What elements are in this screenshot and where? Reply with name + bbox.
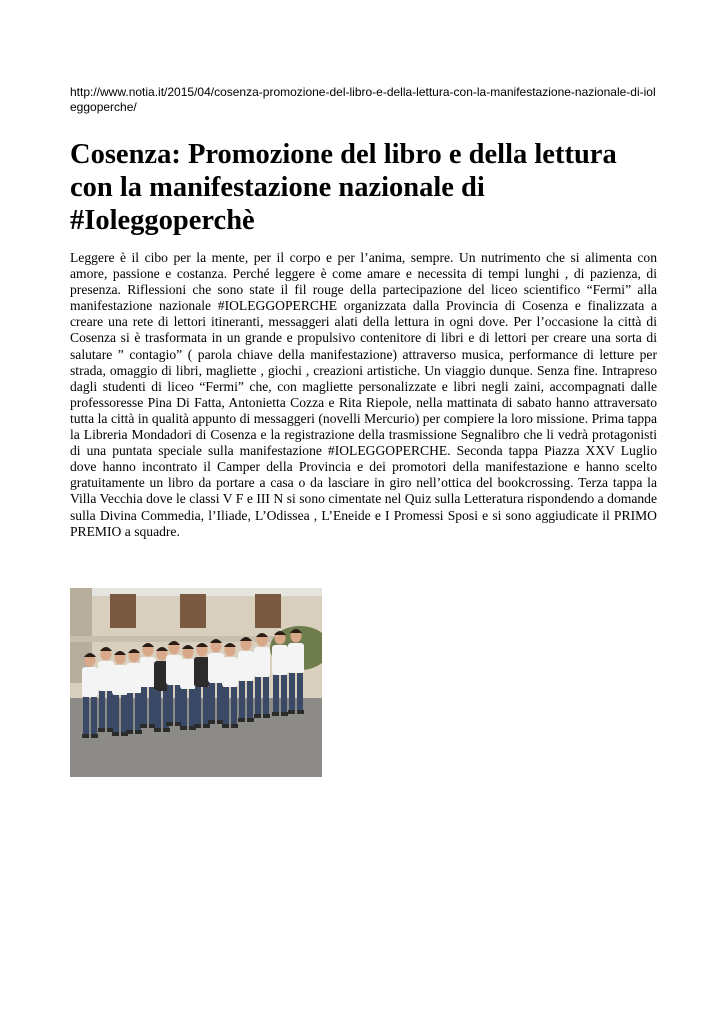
person-shoe	[126, 730, 133, 734]
students-group-image	[70, 588, 322, 777]
person-leg	[189, 689, 195, 727]
person-leg	[195, 687, 201, 725]
person-leg	[141, 687, 147, 725]
person-shoe	[166, 722, 173, 726]
person-leg	[107, 691, 113, 729]
window-shutter	[255, 594, 281, 628]
person-shoe	[263, 714, 270, 718]
person-shoe	[180, 726, 187, 730]
person-shoe	[140, 724, 147, 728]
person-shoe	[82, 734, 89, 738]
person-shoe	[194, 724, 201, 728]
person-shirt	[288, 643, 304, 673]
person-shoe	[254, 714, 261, 718]
person-leg	[175, 685, 181, 723]
person-shirt	[126, 663, 142, 693]
person-leg	[289, 673, 295, 711]
person-shoe	[154, 728, 161, 732]
person-shirt	[180, 659, 196, 689]
person-shoe	[149, 724, 156, 728]
article-title: Cosenza: Promozione del libro e della lettura con la manifestazione nazionale di #Ioleggoperchè	[70, 139, 617, 236]
person-shirt	[82, 667, 98, 697]
person-leg	[239, 681, 245, 719]
person-shoe	[247, 718, 254, 722]
person-leg	[231, 687, 237, 725]
person-shoe	[288, 710, 295, 714]
person-shoe	[112, 732, 119, 736]
person-leg	[181, 689, 187, 727]
person-leg	[113, 695, 119, 733]
person-leg	[203, 687, 209, 725]
person-leg	[273, 675, 279, 713]
person-shirt	[222, 657, 238, 687]
window-shutter	[110, 594, 136, 628]
person-shoe	[272, 712, 279, 716]
person-shirt	[112, 665, 128, 695]
article-body: Leggere è il cibo per la mente, per il corpo e per l’anima, sempre. Un nutrimento che si alimenta con amore, passione e costanza. Perché leggere è come amare e necessita di tempi lunghi , di pazienza, di presenza. Riflessioni che sono state il fil rouge della partecipazione del liceo scientifico “Fermi” alla manifestazione nazionale #IOLEGGOPERCHE organizzata dalla Provincia di Cosenza e finalizzata a creare una rete di lettori itineranti, messaggeri alati della lettura in ogni dove. Per l’occasione la città di Cosenza si è trasformata in un grande e propulsivo contenitore di libri e di lettori per creare una sorta di salutare ” contagio” ( parola chiave della manifestazione) attraverso musica, performance di letture per strada, omaggio di libri, magliette , giochi , creazioni artistiche. Un viaggio dunque. Senza fine. Intrapreso dagli studenti di liceo “Fermi” che, con magliette personalizzate e libri negli zaini, accompagnati dalle professoresse Pina Di Fatta, Antonietta Cozza e Rita Riepole, nella mattinata di sabato hanno attraversato tutta la città in qualità appunto di messaggeri (novelli Mercurio) per compiere la loro missione. Prima tappa la Libreria Mondadori di Cosenza e la registrazione della trasmissione Segnalibro che li vedrà protagonisti di una puntata speciale sulla manifestazione #IOLEGGOPERCHE. Seconda tappa Piazza XXV Luglio dove hanno incontrato il Camper della Provincia e dei promotori della manifestazione e hanno scelto gratuitamente un libro da portare a casa o da lasciare in giro nell’ottica del bookcrossing. Terza tappa la Villa Vecchia dove le classi V F e III N si sono cimentate nel Quiz sulla Letteratura rispondendo a domande sulla Divina Commedia, l’Iliade, L’Odissea , L’Eneide e I Promessi Sposi e si sono aggiudicate il PRIMO PREMIO a squadre.	[70, 250, 657, 539]
person-shirt	[254, 647, 270, 677]
person-shirt	[194, 657, 210, 687]
person-leg	[91, 697, 97, 735]
person-shoe	[281, 712, 288, 716]
person-leg	[297, 673, 303, 711]
person-shoe	[297, 710, 304, 714]
person-shirt	[208, 653, 224, 683]
person-shirt	[238, 651, 254, 681]
source-url[interactable]: http://www.notia.it/2015/04/cosenza-promozione-del-libro-e-della-lettura-con-la-manifestazione-nazionale-di-ioleggoperche/	[70, 85, 656, 114]
person-leg	[217, 683, 223, 721]
person-shirt	[166, 655, 182, 685]
person-shoe	[91, 734, 98, 738]
person-leg	[127, 693, 133, 731]
person-shirt	[140, 657, 156, 687]
person-shoe	[208, 720, 215, 724]
person-shoe	[98, 728, 105, 732]
person-shoe	[175, 722, 182, 726]
person-shoe	[217, 720, 224, 724]
person-shoe	[238, 718, 245, 722]
person-shoe	[203, 724, 210, 728]
person-leg	[263, 677, 269, 715]
group-photo	[70, 588, 322, 777]
person-leg	[83, 697, 89, 735]
person-leg	[255, 677, 261, 715]
person-shoe	[231, 724, 238, 728]
person-leg	[155, 691, 161, 729]
person-shoe	[163, 728, 170, 732]
person-leg	[121, 695, 127, 733]
person-shirt	[98, 661, 114, 691]
person-leg	[149, 687, 155, 725]
person-leg	[223, 687, 229, 725]
person-shoe	[222, 724, 229, 728]
window-shutter	[180, 594, 206, 628]
person-shoe	[135, 730, 142, 734]
person-shirt	[272, 645, 288, 675]
person-leg	[281, 675, 287, 713]
person-leg	[247, 681, 253, 719]
person-leg	[99, 691, 105, 729]
person-leg	[209, 683, 215, 721]
person-shoe	[107, 728, 114, 732]
person-leg	[167, 685, 173, 723]
